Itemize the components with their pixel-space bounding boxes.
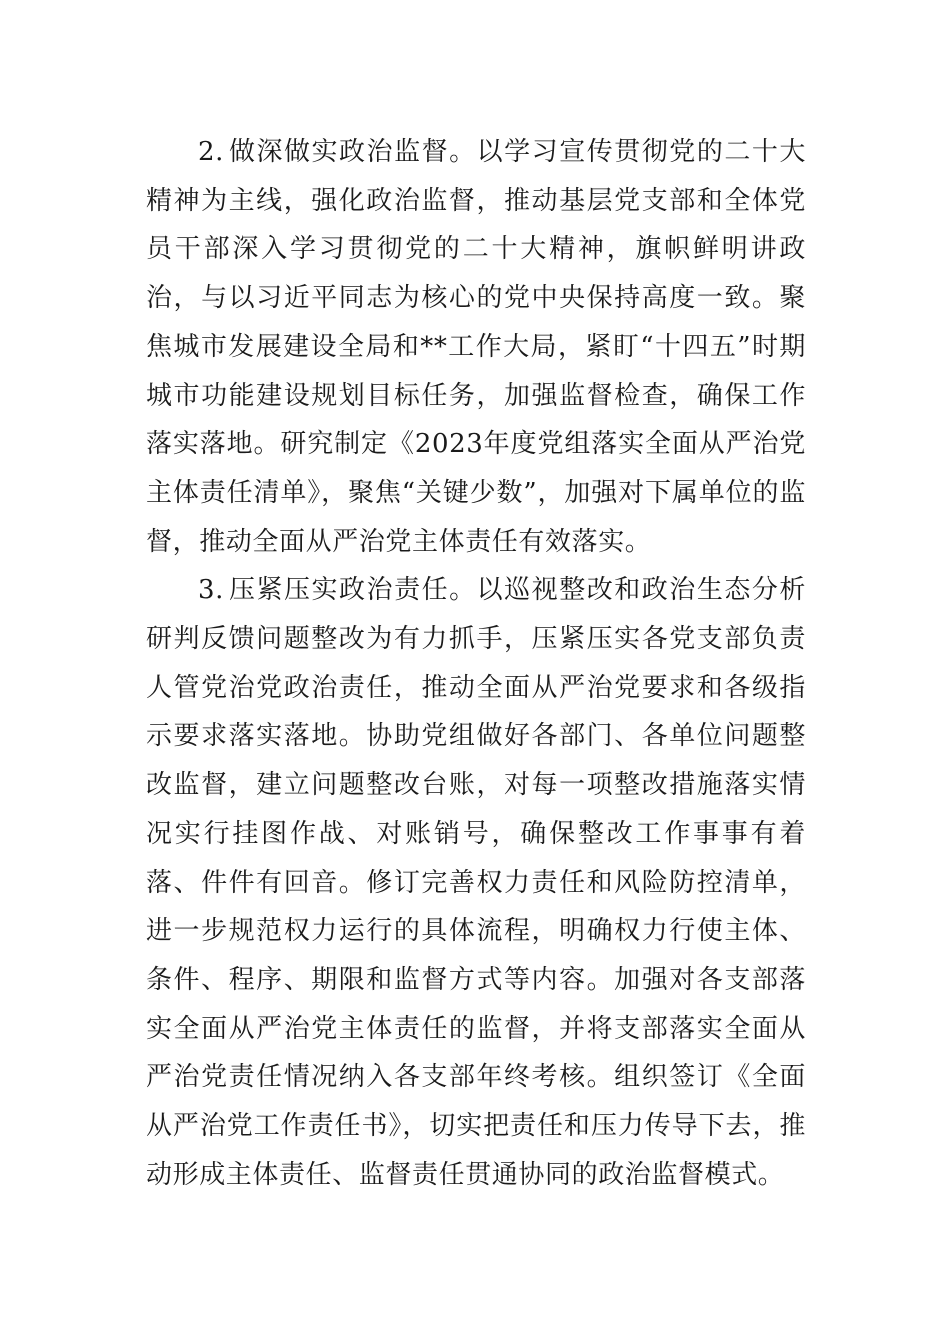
paragraph-text: 做深做实政治监督。以学习宣传贯彻党的二十大精神为主线，强化政治监督，推动基层党支部和全体党员干部深入学习贯彻党的二十大精神，旗帜鲜明讲政治，与以习近平同志为核心的党中央保持高度一致。聚焦城市发展建设全局和**工作大局，紧盯“十四五”时期城市功能建设规划目标任务，加强监督检查，确保工作落实落地。研究制定《2023年度党组落实全面从严治党主体责任清单》，聚焦“关键少数”，加强对下属单位的监督，推动全面从严治党主体责任有效落实。 [146,137,806,557]
paragraph-3 [146,566,806,1199]
paragraph-2 [146,128,806,566]
paragraph-text: 压紧压实政治责任。以巡视整改和政治生态分析研判反馈问题整改为有力抓手，压紧压实各党支部负责人管党治党政治责任，推动全面从严治党要求和各级指示要求落实落地。协助党组做好各部门、各单位问题整改监督，建立问题整改台账，对每一项整改措施落实情况实行挂图作战、对账销号，确保整改工作事事有着落、件件有回音。修订完善权力责任和风险防控清单，进一步规范权力运行的具体流程，明确权力行使主体、条件、程序、期限和监督方式等内容。加强对各支部落实全面从严治党主体责任的监督，并将支部落实全面从严治党责任情况纳入各支部年终考核。组织签订《全面从严治党工作责任书》，切实把责任和压力传导下去，推动形成主体责任、监督责任贯通协同的政治监督模式。 [146,575,806,1190]
document-body [146,128,806,1199]
paragraph-number: 3. [198,575,225,606]
paragraph-number: 2. [198,137,225,167]
